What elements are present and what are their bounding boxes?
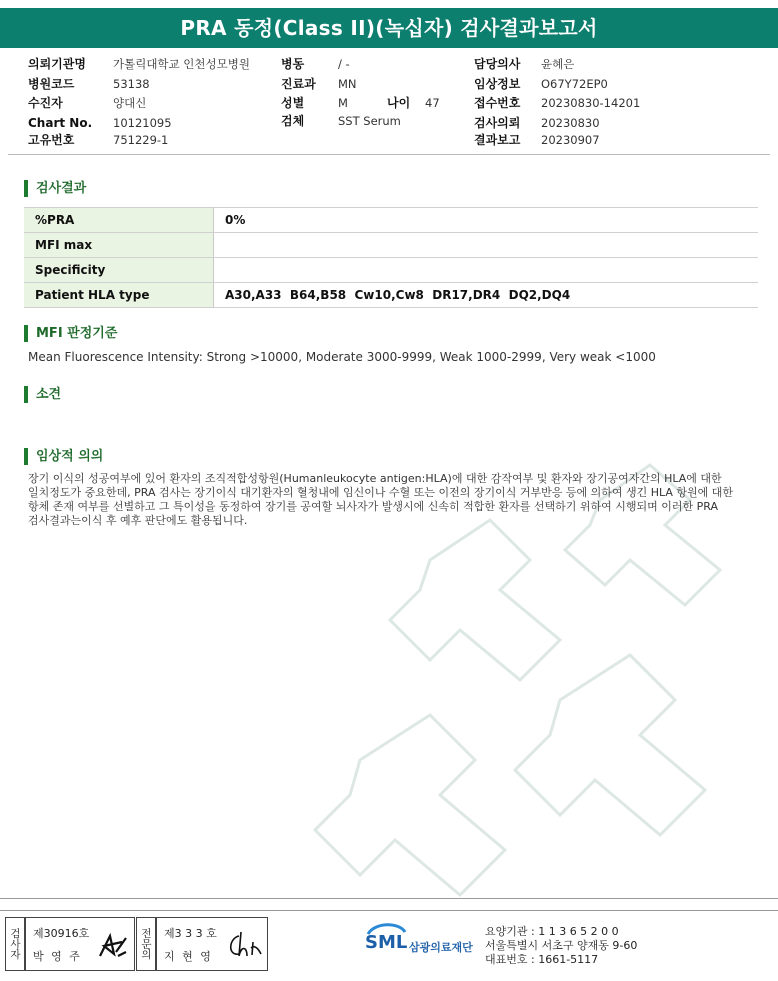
unique-no-value: 751229-1: [113, 133, 169, 147]
request-date-label: 검사의뢰: [474, 116, 521, 130]
department-value: MN: [338, 77, 357, 91]
table-row: [24, 283, 758, 308]
specialist-signature-icon: [225, 928, 265, 962]
examiner-name: 박 영 주: [33, 950, 82, 963]
lab-code: 요양기관 : 1 1 3 6 5 2 0 0: [485, 925, 619, 938]
clinical-info-label: 임상정보: [474, 77, 521, 91]
specimen-value: SST Serum: [338, 114, 401, 128]
age-label: 나이: [387, 96, 411, 110]
lab-phone: 대표번호 : 1661-5117: [485, 953, 599, 966]
ward-value: / -: [338, 57, 350, 71]
table-row: [24, 258, 758, 283]
ward-label: 병동: [281, 57, 305, 71]
request-date-value: 20230830: [541, 116, 600, 130]
specialist-name: 지 현 영: [164, 950, 213, 963]
examiner-label: 검사자: [9, 928, 21, 960]
footer-divider-top: [0, 898, 778, 899]
specialist-signature-box: [156, 917, 268, 971]
section-clinical-heading: 임상적 의의: [24, 448, 103, 465]
mfi-max-value: [214, 233, 759, 258]
examiner-license-no: 제30916호: [33, 927, 90, 940]
table-row: [24, 233, 758, 258]
accession-no-label: 접수번호: [474, 96, 521, 110]
requesting-org-label: 의뢰기관명: [28, 57, 86, 71]
sex-value: M: [338, 96, 348, 110]
hospital-code-value: 53138: [113, 77, 150, 91]
footer-divider: [0, 910, 778, 911]
title-bar: [0, 8, 778, 48]
section-mfi-heading: MFI 판정기준: [24, 325, 117, 342]
specialist-license-no: 제3 3 3 호: [164, 927, 217, 940]
specificity-label: Specificity: [24, 258, 214, 283]
mfi-criteria-text: Mean Fluorescence Intensity: Strong >10000, Moderate 3000-9999, Weak 1000-2999, Very weak <1000: [28, 350, 656, 364]
report-title: PRA 동정(Class II)(녹십자) 검사결과보고서: [180, 16, 598, 40]
chart-no-label: Chart No.: [28, 116, 93, 130]
clinical-line: 항체 존재 여부를 선별하고 그 특이성을 동정하여 장기를 공여할 뇌사자가 발생시에 신속히 적합한 환자를 선택하기 위하여 시행되며 이러한 PRA: [28, 500, 718, 513]
unique-no-label: 고유번호: [28, 133, 75, 147]
clinical-line: 일치정도가 중요한데, PRA 검사는 장기이식 대기환자의 혈청내에 임신이나 수혈 또는 이전의 장기이식 거부반응 등에 의하여 생긴 HLA 항원에 대한: [28, 486, 734, 499]
sml-logo-text: 삼광의료재단: [409, 941, 473, 954]
department-label: 진료과: [281, 77, 316, 91]
lab-street: 서울특별시 서초구 양재동 9-60: [485, 939, 638, 952]
pra-label: %PRA: [24, 208, 214, 233]
clinical-significance-text: [28, 472, 748, 528]
sex-label: 성별: [281, 96, 305, 110]
hospital-code-label: 병원코드: [28, 77, 75, 91]
examiner-signature-box: [25, 917, 135, 971]
requesting-org-value: 가톨릭대학교 인천성모병원: [113, 57, 250, 71]
age-value: 47: [425, 96, 440, 110]
header-divider: [8, 154, 770, 155]
clinical-info-value: O67Y72EP0: [541, 77, 608, 91]
chart-no-value: 10121095: [113, 116, 172, 130]
examiner-signature-icon: [96, 930, 130, 962]
patient-value: 양대신: [113, 96, 147, 110]
mfi-max-label: MFI max: [24, 233, 214, 258]
accession-no-value: 20230830-14201: [541, 96, 641, 110]
specimen-label: 검체: [281, 114, 305, 128]
pra-value: 0%: [214, 208, 759, 233]
specialist-label: 전문의: [140, 928, 152, 960]
doctor-label: 담당의사: [474, 57, 521, 71]
patient-label: 수진자: [28, 96, 63, 110]
clinical-line: 장기 이식의 성공여부에 있어 환자의 조직적합성항원(Humanleukocyte antigen:HLA)에 대한 감작여부 및 환자와 장기공여자간의 HLA에 대한: [28, 472, 722, 485]
hla-type-label: Patient HLA type: [24, 283, 214, 308]
report-date-label: 결과보고: [474, 133, 521, 147]
table-row: [24, 208, 758, 233]
doctor-value: 윤혜은: [541, 57, 575, 71]
lab-address: [485, 925, 637, 967]
clinical-line: 검사결과는이식 후 예후 판단에도 활용됩니다.: [28, 514, 248, 527]
sml-logo-mark: SML: [365, 932, 408, 953]
hla-type-value: A30,A33 B64,B58 Cw10,Cw8 DR17,DR4 DQ2,DQ4: [214, 283, 759, 308]
report-date-value: 20230907: [541, 133, 600, 147]
section-results-heading: 검사결과: [24, 180, 86, 197]
specialist-vertical-label: [136, 917, 156, 971]
specificity-value: [214, 258, 759, 283]
examiner-vertical-label: [5, 917, 25, 971]
results-table: [24, 207, 758, 308]
section-opinion-heading: 소견: [24, 386, 61, 403]
